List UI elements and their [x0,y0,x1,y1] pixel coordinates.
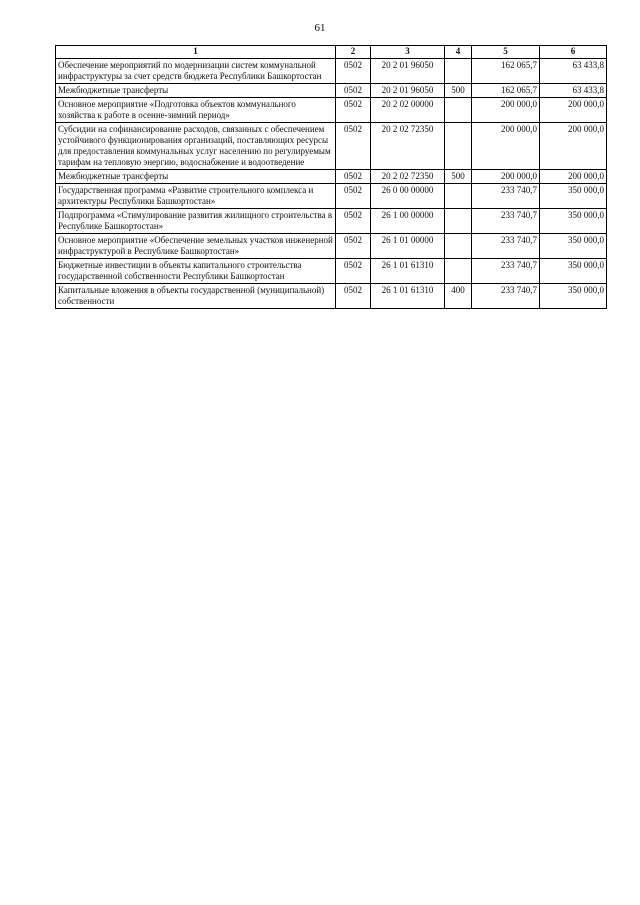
row-name: Основное мероприятие «Подготовка объектов коммунального хозяйства к работе в осенне-зимний период» [56,98,336,123]
table-row [56,170,607,184]
budget-table [55,45,607,309]
column-header: 5 [472,46,540,59]
row-target-article: 26 1 01 61310 [371,284,445,309]
row-amount-col6: 350 000,0 [540,234,607,259]
table-row [56,234,607,259]
column-header: 1 [56,46,336,59]
row-expense-type [445,209,472,234]
row-target-article: 20 2 02 72350 [371,123,445,170]
row-expense-type: 400 [445,284,472,309]
row-name: Межбюджетные трансферты [56,84,336,98]
row-amount-col6: 350 000,0 [540,284,607,309]
row-name: Основное мероприятие «Обеспечение земельных участков инженерной инфраструктурой в Республике Башкортостан» [56,234,336,259]
row-name: Государственная программа «Развитие строительного комплекса и архитектуры Республики Башкортостан» [56,184,336,209]
row-section-code: 0502 [336,170,371,184]
row-expense-type: 500 [445,84,472,98]
column-header: 2 [336,46,371,59]
table-row [56,209,607,234]
row-expense-type: 500 [445,170,472,184]
row-section-code: 0502 [336,234,371,259]
row-target-article: 20 2 02 72350 [371,170,445,184]
row-target-article: 26 0 00 00000 [371,184,445,209]
row-section-code: 0502 [336,84,371,98]
row-amount-col5: 233 740,7 [472,209,540,234]
row-amount-col5: 233 740,7 [472,259,540,284]
row-name: Капитальные вложения в объекты государственной (муниципальной) собственности [56,284,336,309]
column-header: 6 [540,46,607,59]
column-header: 3 [371,46,445,59]
table-row [56,59,607,84]
row-section-code: 0502 [336,209,371,234]
row-amount-col5: 200 000,0 [472,123,540,170]
row-section-code: 0502 [336,259,371,284]
row-target-article: 20 2 01 96050 [371,59,445,84]
row-section-code: 0502 [336,59,371,84]
row-amount-col5: 233 740,7 [472,234,540,259]
row-expense-type [445,184,472,209]
row-expense-type [445,259,472,284]
table-row [56,184,607,209]
row-amount-col6: 200 000,0 [540,170,607,184]
row-amount-col5: 200 000,0 [472,98,540,123]
row-section-code: 0502 [336,98,371,123]
column-header: 4 [445,46,472,59]
row-expense-type [445,123,472,170]
row-name: Бюджетные инвестиции в объекты капитального строительства государственной собственности Республики Башкортостан [56,259,336,284]
row-name: Обеспечение мероприятий по модернизации систем коммунальной инфраструктуры за счет средств бюджета Республики Башкортостан [56,59,336,84]
row-amount-col5: 233 740,7 [472,184,540,209]
row-name: Субсидии на софинансирование расходов, связанных с обеспечением устойчивого функционирования организаций, поставляющих ресурсы для предоставления коммунальных услуг населению по регулируемым тарифам на тепловую энергию, водоснабжение и водоотведение [56,123,336,170]
row-expense-type [445,98,472,123]
row-name: Межбюджетные трансферты [56,170,336,184]
row-amount-col6: 350 000,0 [540,259,607,284]
row-section-code: 0502 [336,184,371,209]
table-row [56,284,607,309]
row-expense-type [445,59,472,84]
row-amount-col5: 233 740,7 [472,284,540,309]
table-row [56,98,607,123]
row-amount-col6: 63 433,8 [540,59,607,84]
row-target-article: 20 2 01 96050 [371,84,445,98]
row-target-article: 26 1 01 00000 [371,234,445,259]
table-header-row [56,46,607,59]
row-target-article: 20 2 02 00000 [371,98,445,123]
row-section-code: 0502 [336,123,371,170]
table-row [56,84,607,98]
row-name: Подпрограмма «Стимулирование развития жилищного строительства в Республике Башкортостан» [56,209,336,234]
row-expense-type [445,234,472,259]
page-number: 61 [314,22,326,34]
row-amount-col6: 200 000,0 [540,123,607,170]
row-section-code: 0502 [336,284,371,309]
row-target-article: 26 1 00 00000 [371,209,445,234]
row-amount-col5: 162 065,7 [472,59,540,84]
row-amount-col5: 200 000,0 [472,170,540,184]
row-amount-col6: 200 000,0 [540,98,607,123]
row-amount-col6: 63 433,8 [540,84,607,98]
row-amount-col6: 350 000,0 [540,184,607,209]
row-amount-col5: 162 065,7 [472,84,540,98]
table-row [56,259,607,284]
table-body [56,59,607,309]
row-amount-col6: 350 000,0 [540,209,607,234]
row-target-article: 26 1 01 61310 [371,259,445,284]
table-row [56,123,607,170]
